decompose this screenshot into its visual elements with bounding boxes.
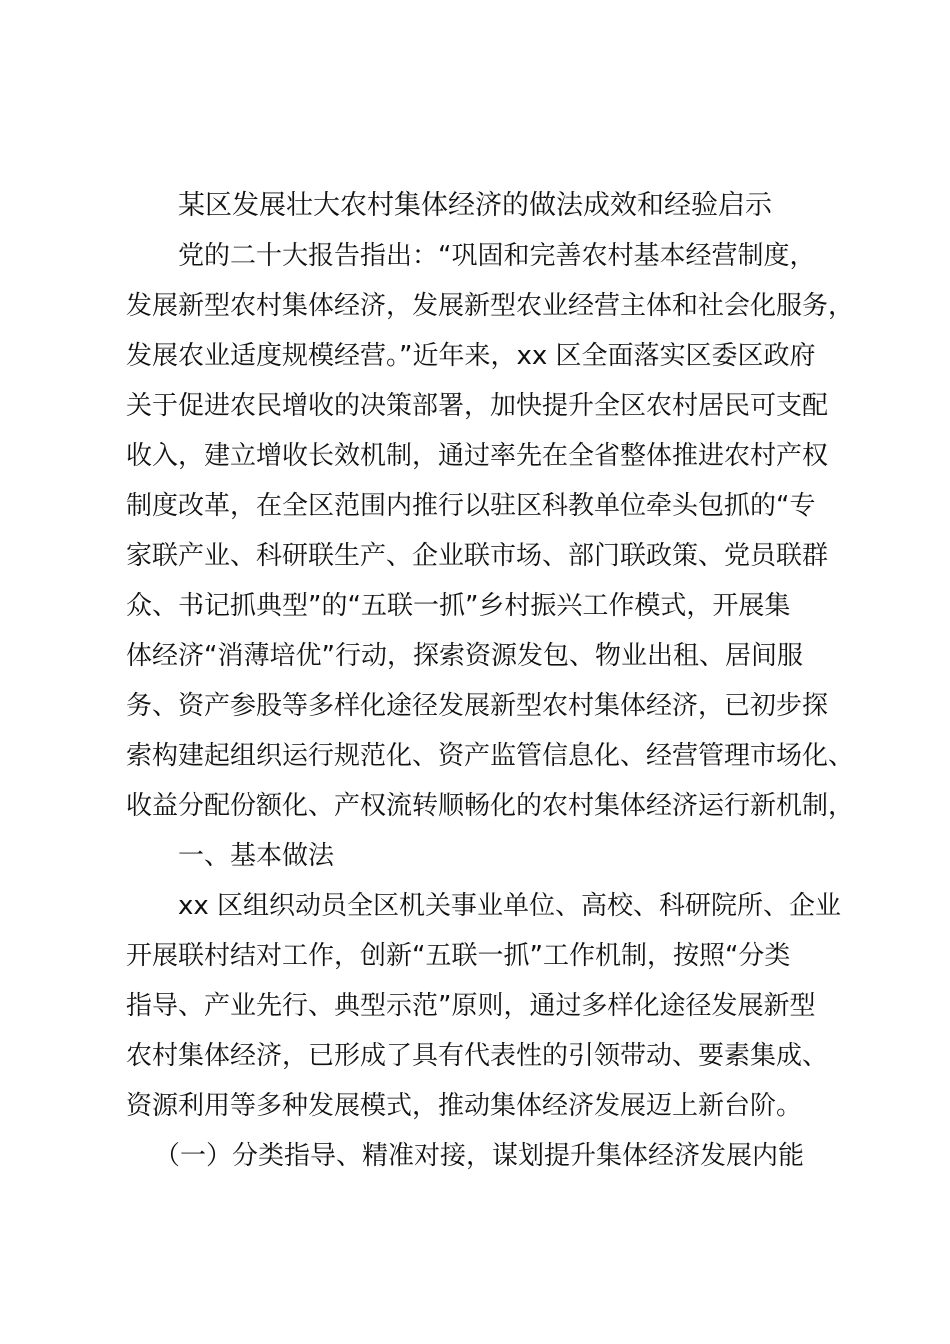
paragraph-line: 众、书记抓典型”的“五联一抓”乡村振兴工作模式，开展集: [126, 591, 791, 621]
subsection-heading: （一）分类指导、精准对接，谋划提升集体经济发展内能: [154, 1141, 805, 1171]
section-heading: 一、基本做法: [178, 841, 335, 871]
paragraph-line: 农村集体经济，已形成了具有代表性的引领带动、要素集成、: [126, 1041, 829, 1071]
paragraph-line: 制度改革，在全区范围内推行以驻区科教单位牵头包抓的“专: [126, 491, 816, 521]
paragraph-line: 家联产业、科研联生产、企业联市场、部门联政策、党员联群: [126, 541, 829, 571]
paragraph-line: 发展农业适度规模经营。”近年来，xx 区全面落实区委区政府: [126, 341, 816, 371]
paragraph-line: 体经济“消薄培优”行动，探索资源发包、物业出租、居间服: [126, 641, 803, 671]
paragraph-line: 开展联村结对工作，创新“五联一抓”工作机制，按照“分类: [126, 941, 791, 971]
paragraph-line: 收益分配份额化、产权流转顺畅化的农村集体经济运行新机制，: [126, 791, 855, 821]
paragraph-line: 索构建起组织运行规范化、资产监管信息化、经营管理市场化、: [126, 741, 855, 771]
paragraph-line: 发展新型农村集体经济，发展新型农业经营主体和社会化服务，: [126, 291, 855, 321]
paragraph-line: 收入，建立增收长效机制，通过率先在全省整体推进农村产权: [126, 441, 829, 471]
paragraph-line: 关于促进农民增收的决策部署，加快提升全区农村居民可支配: [126, 391, 829, 421]
document-title: 某区发展壮大农村集体经济的做法成效和经验启示: [178, 190, 772, 221]
paragraph-line: 党的二十大报告指出：“巩固和完善农村基本经营制度，: [178, 241, 816, 271]
paragraph-line: xx 区组织动员全区机关事业单位、高校、科研院所、企业: [178, 891, 842, 921]
paragraph-line: 务、资产参股等多样化途径发展新型农村集体经济，已初步探: [126, 691, 829, 721]
paragraph-line: 指导、产业先行、典型示范”原则，通过多样化途径发展新型: [126, 991, 816, 1021]
paragraph-line: 资源利用等多种发展模式，推动集体经济发展迈上新台阶。: [126, 1091, 803, 1121]
